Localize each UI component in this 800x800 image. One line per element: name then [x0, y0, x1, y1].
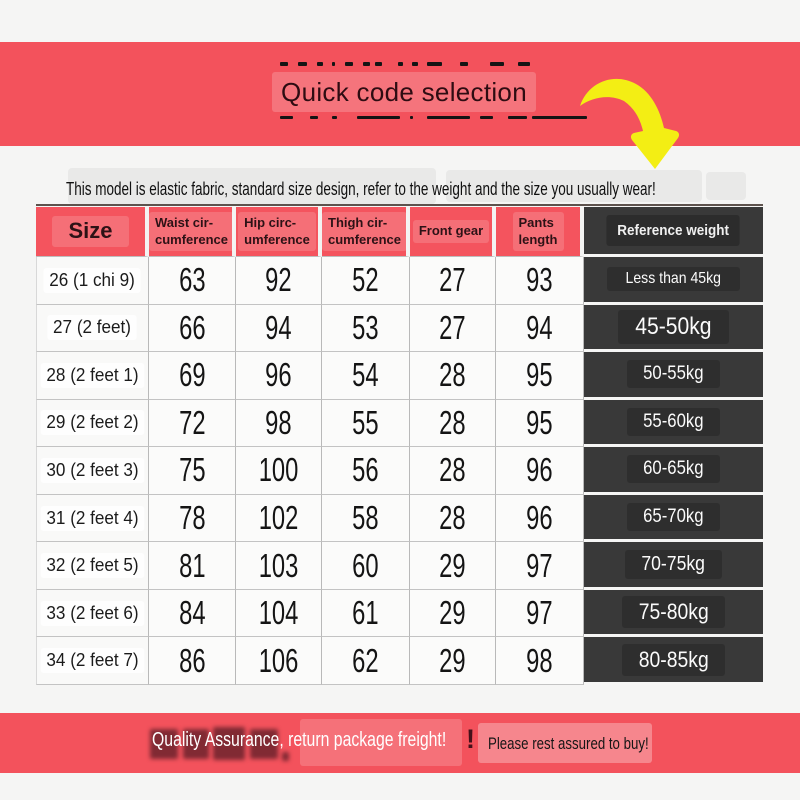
ghost-stroke [427, 62, 442, 66]
cell-size: 28 (2 feet 1) [36, 352, 149, 400]
header-row [36, 207, 763, 257]
cell-waist: 78 [149, 495, 236, 543]
down-arrow-icon [548, 68, 708, 178]
ghost-stroke [310, 116, 318, 119]
ghost-stroke [280, 62, 288, 66]
cell-size: 27 (2 feet) [36, 305, 149, 353]
size-table-head [36, 207, 763, 257]
ghost-stroke [480, 116, 493, 119]
cell-front-gear: 29 [410, 542, 496, 590]
cell-weight: Less than 45kg [584, 257, 763, 305]
cell-front-gear: 28 [410, 400, 496, 448]
cell-thigh: 62 [322, 637, 410, 685]
cell-hip: 104 [236, 590, 322, 638]
table-row [36, 257, 763, 305]
ghost-stroke [490, 62, 504, 66]
cell-front-gear: 29 [410, 637, 496, 685]
ghost-stroke [412, 62, 418, 66]
cell-size: 34 (2 feet 7) [36, 637, 149, 685]
cell-waist: 75 [149, 447, 236, 495]
header-waist: Waist cir- cumference [149, 207, 236, 257]
hero-title-box [272, 72, 536, 112]
cell-thigh: 58 [322, 495, 410, 543]
cell-weight: 45-50kg [584, 305, 763, 353]
cell-thigh: 61 [322, 590, 410, 638]
assurance-text: Please rest assured to buy! [488, 734, 649, 753]
cell-weight: 70-75kg [584, 542, 763, 590]
cell-hip: 106 [236, 637, 322, 685]
page-title: Quick code selection [281, 76, 527, 107]
info-ghost-box [706, 172, 746, 200]
cell-hip: 92 [236, 257, 322, 305]
cell-hip: 102 [236, 495, 322, 543]
quality-text: Quality Assurance, return package freight! [152, 729, 447, 751]
cell-weight: 55-60kg [584, 400, 763, 448]
cell-waist: 81 [149, 542, 236, 590]
cell-thigh: 52 [322, 257, 410, 305]
cell-size: 26 (1 chi 9) [36, 257, 149, 305]
cell-pants-length: 98 [496, 637, 584, 685]
cell-front-gear: 28 [410, 495, 496, 543]
cell-front-gear: 27 [410, 305, 496, 353]
cell-hip: 94 [236, 305, 322, 353]
ghost-stroke [508, 116, 527, 119]
cell-waist: 66 [149, 305, 236, 353]
cell-size: 31 (2 feet 4) [36, 495, 149, 543]
cell-pants-length: 93 [496, 257, 584, 305]
cell-thigh: 53 [322, 305, 410, 353]
blurred-cjk-comma [282, 752, 289, 761]
ghost-stroke [332, 62, 335, 66]
ghost-stroke [298, 62, 307, 66]
ghost-stroke [518, 62, 530, 66]
size-table [36, 207, 763, 685]
cell-pants-length: 95 [496, 352, 584, 400]
cell-waist: 86 [149, 637, 236, 685]
cell-waist: 72 [149, 400, 236, 448]
cell-thigh: 56 [322, 447, 410, 495]
header-thigh: Thigh cir- cumference [322, 207, 410, 257]
cell-pants-length: 96 [496, 447, 584, 495]
cell-weight: 65-70kg [584, 495, 763, 543]
cell-front-gear: 28 [410, 447, 496, 495]
cell-front-gear: 27 [410, 257, 496, 305]
cell-pants-length: 95 [496, 400, 584, 448]
table-top-rule [36, 204, 763, 206]
cell-waist: 84 [149, 590, 236, 638]
cell-weight: 60-65kg [584, 447, 763, 495]
cell-thigh: 54 [322, 352, 410, 400]
header-weight: Reference weight [584, 207, 763, 257]
table-row [36, 590, 763, 638]
cell-hip: 98 [236, 400, 322, 448]
size-table-body [36, 257, 763, 685]
cell-front-gear: 28 [410, 352, 496, 400]
cell-weight: 75-80kg [584, 590, 763, 638]
cell-pants-length: 97 [496, 590, 584, 638]
table-row [36, 305, 763, 353]
ghost-stroke [332, 116, 337, 119]
cell-pants-length: 97 [496, 542, 584, 590]
table-row [36, 495, 763, 543]
header-size: Size [36, 207, 149, 257]
table-row [36, 447, 763, 495]
table-row [36, 400, 763, 448]
cell-size: 32 (2 feet 5) [36, 542, 149, 590]
header-pants-length: Pants length [496, 207, 584, 257]
ghost-stroke [363, 62, 370, 66]
cell-waist: 63 [149, 257, 236, 305]
ghost-stroke [398, 62, 403, 66]
cell-pants-length: 94 [496, 305, 584, 353]
ghost-stroke [357, 116, 400, 119]
ghost-stroke [280, 116, 293, 119]
header-hip: Hip circ- umference [236, 207, 322, 257]
info-text: This model is elastic fabric, standard size design, refer to the weight and the size you usually wear! [66, 179, 656, 199]
cell-hip: 100 [236, 447, 322, 495]
ghost-stroke [410, 116, 413, 119]
cell-size: 33 (2 feet 6) [36, 590, 149, 638]
cell-weight: 80-85kg [584, 637, 763, 685]
cell-front-gear: 29 [410, 590, 496, 638]
cell-weight: 50-55kg [584, 352, 763, 400]
ghost-stroke [345, 62, 353, 66]
cell-size: 29 (2 feet 2) [36, 400, 149, 448]
exclamation-mark: ! [466, 724, 475, 754]
ghost-stroke [427, 116, 470, 119]
header-front-gear: Front gear [410, 207, 496, 257]
cell-thigh: 60 [322, 542, 410, 590]
cell-waist: 69 [149, 352, 236, 400]
table-row [36, 637, 763, 685]
cell-hip: 103 [236, 542, 322, 590]
table-row [36, 542, 763, 590]
cell-pants-length: 96 [496, 495, 584, 543]
cell-size: 30 (2 feet 3) [36, 447, 149, 495]
table-row [36, 352, 763, 400]
ghost-stroke [460, 62, 468, 66]
cell-thigh: 55 [322, 400, 410, 448]
ghost-stroke [375, 62, 382, 66]
ghost-stroke [317, 62, 323, 66]
cell-hip: 96 [236, 352, 322, 400]
